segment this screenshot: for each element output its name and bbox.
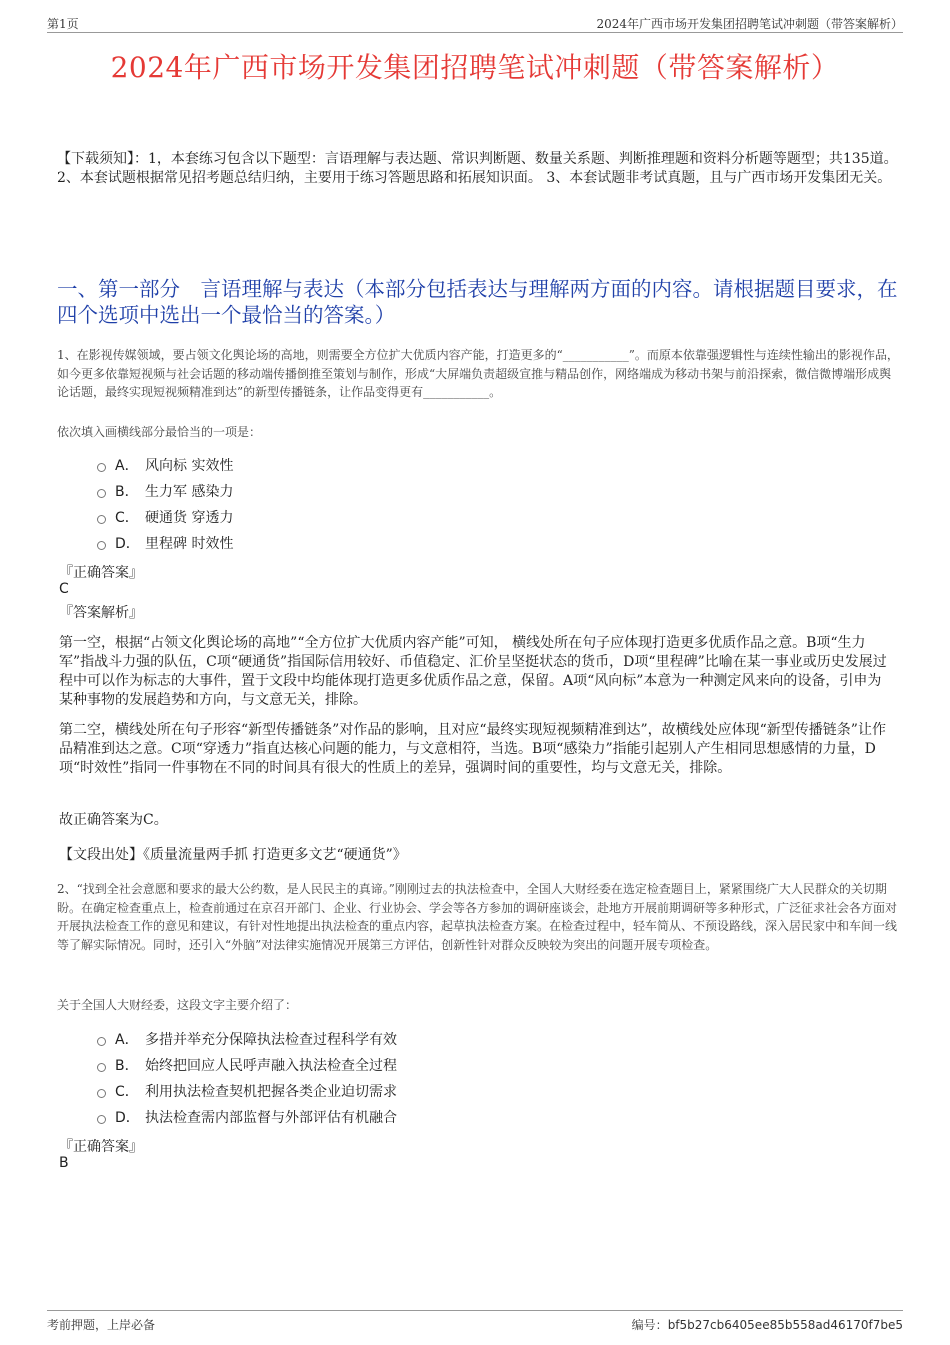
answer-label: 『正确答案』 (59, 565, 143, 581)
question-2-options (97, 1026, 397, 1130)
download-notice: 【下载须知】：1，本套练习包含以下题型：言语理解与表达题、常识判断题、数量关系题、判断推理题和资料分析题等题型；共135道。 2、本套试题根据常见招考题总结归纳，主要用于练习答题思路和拓展知识面。 3、本套试题非考试真题，且与广西市场开发集团无关。 (57, 151, 898, 186)
radio-icon[interactable] (97, 541, 106, 550)
option-a[interactable]: A． 多措并举充分保障执法检查过程科学有效 (97, 1026, 397, 1052)
option-c[interactable]: C． 利用执法检查契机把握各类企业迫切需求 (97, 1078, 397, 1104)
question-1-options (97, 452, 233, 556)
radio-icon[interactable] (97, 1115, 106, 1124)
footer-code: 编号：bf5b27cb6405ee85b558ad46170f7be5 (631, 1318, 903, 1332)
option-d[interactable]: D． 执法检查需内部监督与外部评估有机融合 (97, 1104, 397, 1130)
header-doc-title: 2024年广西市场开发集团招聘笔试冲刺题（带答案解析） (596, 17, 903, 31)
footer-slogan: 考前押题，上岸必备 (47, 1318, 156, 1332)
question-2-prompt: 关于全国人大财经委，这段文字主要介绍了： (57, 998, 298, 1012)
question-1-text: 1、在影视传媒领域，要占领文化舆论场的高地，则需要全方位扩大优质内容产能，打造更多的“___________”。而原本依靠强逻辑性与连续性输出的影视作品，如今更多依靠短视频与社会话题的移动端传播倒推至策划与制作，形成“大屏端负责超级宣推与精品创作，网络端成为移动书架与前沿探索，微信微博端形成舆论话题，最终实现短视频精准到达”的新型传播链条，让作品变得更有___________。 (57, 348, 899, 399)
option-b[interactable]: B． 始终把回应人民呼声融入执法检查全过程 (97, 1052, 397, 1078)
page-number: 第1页 (47, 17, 79, 31)
radio-icon[interactable] (97, 1037, 106, 1046)
radio-icon[interactable] (97, 1089, 106, 1098)
question-2-text: 2、“找到全社会意愿和要求的最大公约数，是人民民主的真谛。”刚刚过去的执法检查中，全国人大财经委在选定检查题目上，紧紧围绕广大人民群众的关切期盼。在确定检查重点上，检查前通过在京召开部门、企业、行业协会、学会等各方参加的调研座谈会，赴地方开展前期调研等多种形式，广泛征求社会各方面对开展执法检查工作的意见和建议，有针对性地提出执法检查的重点内容，起草执法检查方案。在检查过程中，轻车简从、不预设路线，深入居民家中和车间一线等了解实际情况。同时，还引入“外脑”对法律实施情况开展第三方评估，创新性针对群众反映较为突出的问题开展专项检查。 (57, 882, 898, 952)
analysis-paragraph: 第一空，根据“占领文化舆论场的高地”“全方位扩大优质内容产能”可知， 横线处所在句子应体现打造更多优质作品之意。B项“生力军”指战斗力强的队伍，C项“硬通货”指国际信用较好、币值稳定、汇价呈坚挺状态的货币，D项“里程碑”比喻在某一事业或历史发展过程中可以作为标志的大事件，置于文段中均能体现打造更多优质作品之意，保留。A项“风向标”本意为一种测定风来向的设备，引申为某种事物的发展趋势和方向，与文意无关，排除。 (59, 635, 887, 708)
answer-value: B (59, 1155, 69, 1171)
analysis-paragraph: 第二空，横线处所在句子形容“新型传播链条”对作品的影响，且对应“最终实现短视频精准到达”，故横线处应体现“新型传播链条”让作品精准到达之意。C项“穿透力”指直达核心问题的能力，与文意相符，当选。B项“感染力”指能引起别人产生相同思想感情的力量，D项“时效性”指同一件事物在不同的时间具有很大的性质上的差异，强调时间的重要性，均与文意无关，排除。 (59, 722, 886, 776)
radio-icon[interactable] (97, 515, 106, 524)
blank-1: ___________ (562, 348, 629, 362)
answer-value: C (59, 581, 69, 597)
option-b[interactable]: B． 生力军 感染力 (97, 478, 233, 504)
document-title: 2024年广西市场开发集团招聘笔试冲刺题（带答案解析） (110, 51, 840, 84)
analysis-label: 『答案解析』 (59, 605, 143, 621)
radio-icon[interactable] (97, 463, 106, 472)
analysis-conclusion: 故正确答案为C。 (59, 812, 168, 828)
radio-icon[interactable] (97, 489, 106, 498)
source-citation: 【文段出处】《质量流量两手抓 打造更多文艺“硬通货”》 (59, 847, 407, 863)
option-d[interactable]: D． 里程碑 时效性 (97, 530, 233, 556)
radio-icon[interactable] (97, 1063, 106, 1072)
section-heading: 一、第一部分 言语理解与表达（本部分包括表达与理解两方面的内容。请根据题目要求，在四个选项中选出一个最恰当的答案。） (57, 277, 898, 327)
answer-label: 『正确答案』 (59, 1139, 143, 1155)
page-footer (47, 1310, 903, 1335)
page-header (47, 12, 903, 33)
blank-2: ___________ (423, 385, 490, 399)
question-1-prompt: 依次填入画横线部分最恰当的一项是： (57, 425, 262, 439)
option-a[interactable]: A． 风向标 实效性 (97, 452, 233, 478)
option-c[interactable]: C． 硬通货 穿透力 (97, 504, 233, 530)
